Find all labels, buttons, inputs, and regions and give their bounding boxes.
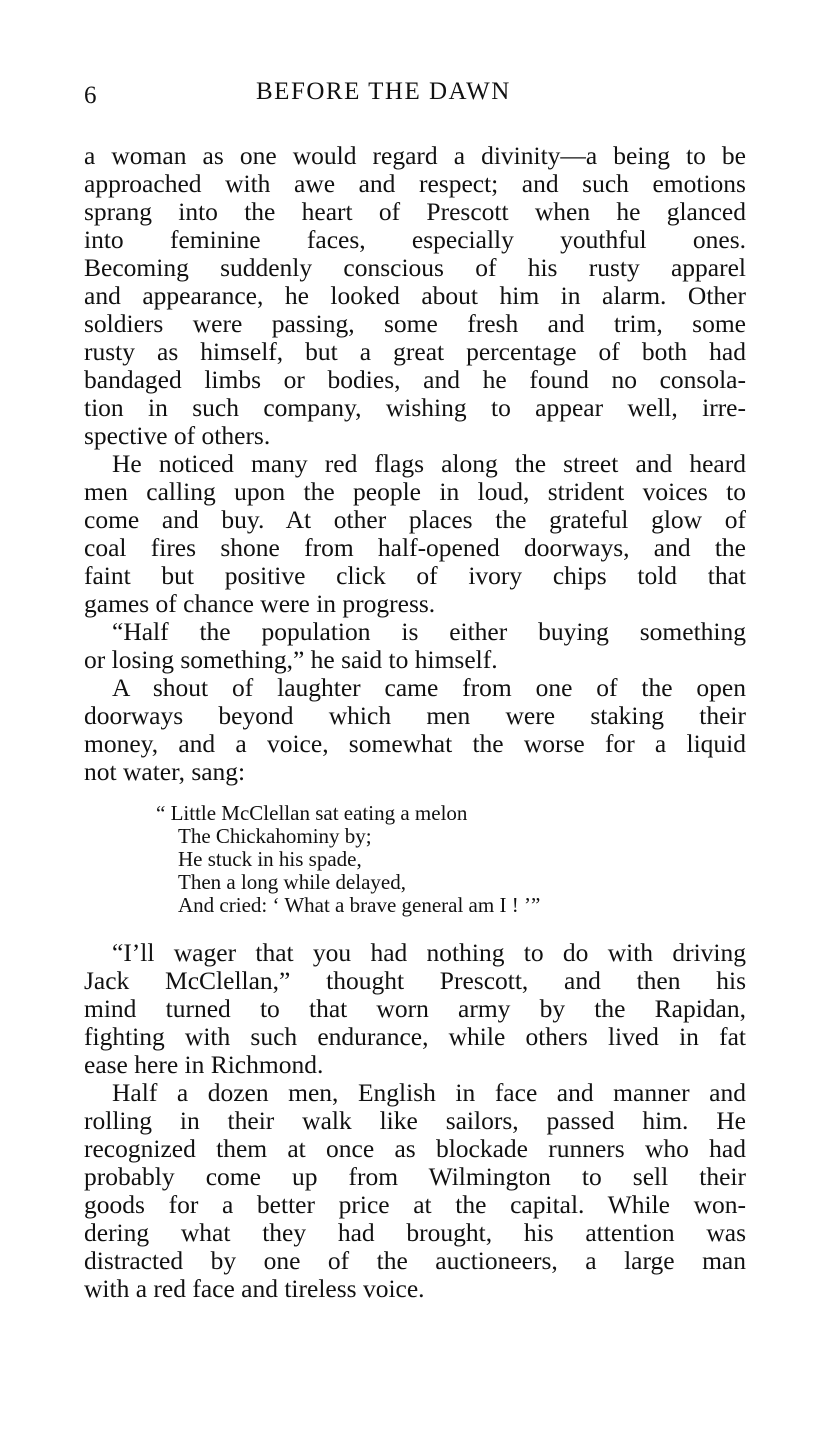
text-line: come and buy. At other places the grateful glow of [84,505,746,534]
text-line: rolling in their walk like sailors, passed him. He [84,1106,746,1135]
text-line: soldiers were passing, some fresh and trim, some [84,309,746,338]
text-line: probably come up from Wilmington to sell their [84,1162,746,1191]
paragraph-4 [84,674,746,786]
text-line: games of chance were in progress. [84,589,436,618]
text-line: money, and a voice, somewhat the worse for a liquid [84,729,746,758]
text-line: men calling upon the people in loud, strident voices to [84,477,746,506]
text-line: bandaged limbs or bodies, and he found no consola- [84,365,746,394]
text-line: a woman as one would regard a divinity—a being to be [84,141,746,170]
verse-line: He stuck in his spade, [178,847,362,871]
running-head [84,78,746,114]
text-line: recognized them at once as blockade runners who had [84,1134,746,1163]
text-line: ease here in Richmond. [84,1050,324,1079]
verse-line: “ Little McClellan sat eating a melon [156,801,468,825]
text-line: Becoming suddenly conscious of his rusty apparel [84,253,746,282]
text-line: into feminine faces, especially youthful ones. [84,225,746,254]
paragraph-6 [84,1079,746,1303]
paragraph-1 [84,142,746,450]
verse-line: The Chickahominy by; [178,824,372,848]
text-line: “I’ll wager that you had nothing to do with driving [112,938,746,967]
text-line: faint but positive click of ivory chips told that [84,561,746,590]
paragraph-5 [84,939,746,1079]
text-line: and appearance, he looked about him in alarm. Other [84,281,746,310]
text-line: doorways beyond which men were staking their [84,701,746,730]
text-line: not water, sang: [84,757,246,786]
paragraph-3 [84,618,746,674]
text-line: with a red face and tireless voice. [84,1274,425,1303]
verse-line: And cried: ‘ What a brave general am I ! ’” [178,893,541,917]
text-line: approached with awe and respect; and such emotions [84,169,746,198]
verse-line: Then a long while delayed, [178,870,407,894]
body-text [84,142,746,1303]
text-line: fighting with such endurance, while others lived in fat [84,1022,746,1051]
text-line: goods for a better price at the capital. While won- [84,1190,746,1219]
verse-block [84,802,746,917]
page-number: 6 [84,82,98,109]
text-line: A shout of laughter came from one of the open [112,673,746,702]
text-line: He noticed many red flags along the street and heard [112,449,746,478]
text-line: Half a dozen men, English in face and manner and [112,1078,746,1107]
text-line: or losing something,” he said to himself. [84,645,498,674]
running-title: BEFORE THE DAWN [256,78,511,105]
text-line: coal fires shone from half-opened doorways, and the [84,533,746,562]
text-line: dering what they had brought, his attention was [84,1218,746,1247]
text-line: tion in such company, wishing to appear well, irre- [84,393,746,422]
text-line: Jack McClellan,” thought Prescott, and then his [84,966,746,995]
text-line: distracted by one of the auctioneers, a large man [84,1246,746,1275]
text-line: spective of others. [84,421,271,450]
text-line: sprang into the heart of Prescott when he glanced [84,197,746,226]
paragraph-2 [84,450,746,618]
text-line: mind turned to that worn army by the Rapidan, [84,994,746,1023]
text-line: “Half the population is either buying something [112,617,746,646]
text-line: rusty as himself, but a great percentage of both had [84,337,746,366]
